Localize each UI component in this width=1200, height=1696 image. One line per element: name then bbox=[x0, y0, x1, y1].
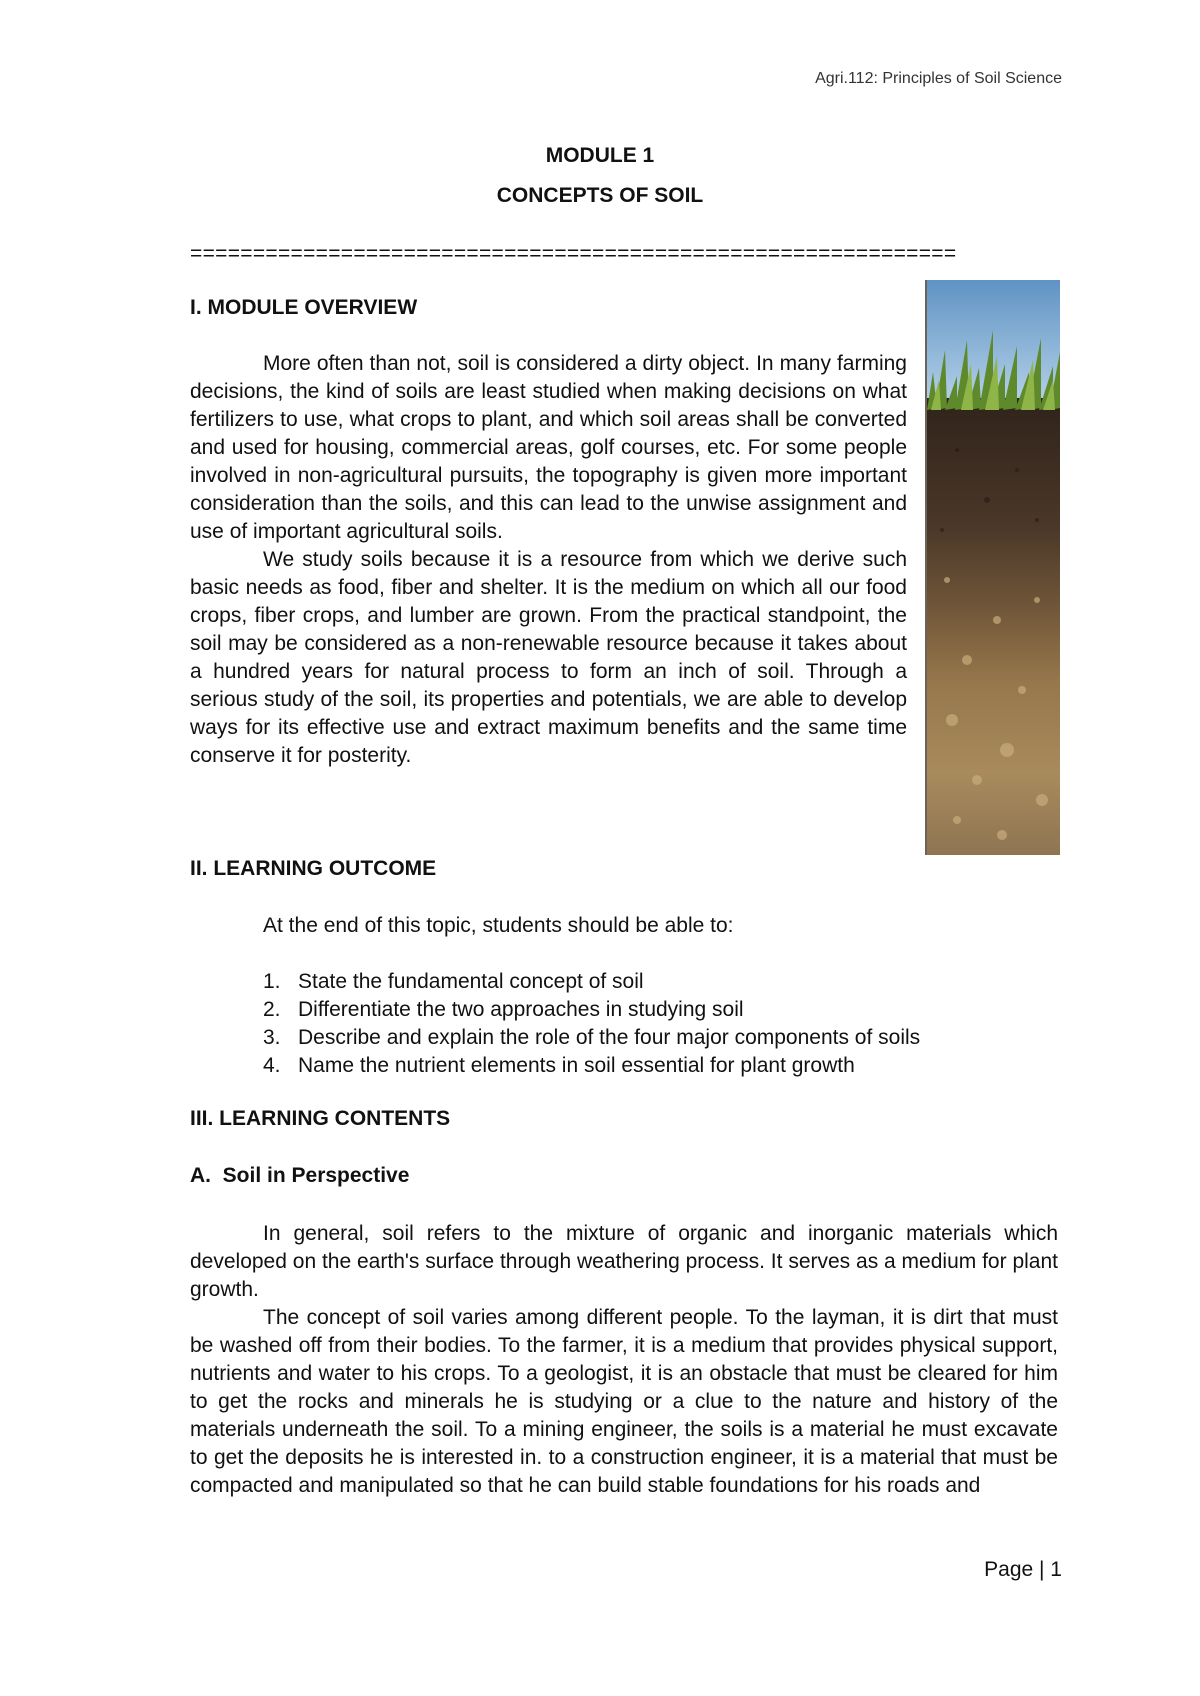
overview-body bbox=[190, 350, 907, 770]
divider-line: ============================================================= bbox=[190, 242, 957, 265]
outcome-item bbox=[263, 1052, 920, 1080]
outcome-item bbox=[263, 996, 920, 1024]
module-number: MODULE 1 bbox=[545, 144, 655, 167]
running-header: Agri.112: Principles of Soil Science bbox=[815, 70, 1062, 87]
outcome-item bbox=[263, 1024, 920, 1052]
outcome-item bbox=[263, 968, 920, 996]
soil-perspective-body bbox=[190, 1220, 1058, 1500]
outcome-text: Name the nutrient elements in soil essential for plant growth bbox=[298, 1054, 855, 1077]
soil-profile-image bbox=[925, 280, 1060, 855]
section-heading-learning-contents: III. LEARNING CONTENTS bbox=[190, 1107, 451, 1130]
perspective-paragraph: The concept of soil varies among different people. To the layman, it is dirt that must be washed off from their bodies. To the farmer, it is a medium that provides physical support, nutrients and water to his crops. To a geologist, it is an obstacle that must be cleared for him to get the rocks and minerals he is studying or a clue to the nature and history of the materials underneath the soil. To a mining engineer, the soils is a material he must excavate to get the deposits he is interested in. to a construction engineer, it is a material that must be compacted and manipulated so that he can build stable foundations for his roads and bbox=[190, 1306, 1058, 1497]
title-block bbox=[0, 145, 1200, 207]
outcome-number: 3. bbox=[263, 1026, 281, 1049]
outcome-number: 4. bbox=[263, 1054, 281, 1077]
section-heading-overview: I. MODULE OVERVIEW bbox=[190, 296, 418, 319]
subsection-heading-soil-in-perspective: A. Soil in Perspective bbox=[190, 1164, 410, 1187]
outcome-intro: At the end of this topic, students should be able to: bbox=[263, 914, 734, 937]
outcome-number: 2. bbox=[263, 998, 281, 1021]
outcomes-list bbox=[263, 968, 920, 1080]
overview-paragraph: More often than not, soil is considered a dirty object. In many farming decisions, the kind of soils are least studied when making decisions on what fertilizers to use, what crops to plant, and which soil areas shall be converted and used for housing, commercial areas, golf courses, etc. For some people involved in non-agricultural pursuits, the topography is given more important consideration than the soils, and this can lead to the unwise assignment and use of important agricultural soils. bbox=[190, 352, 907, 543]
section-heading-learning-outcome: II. LEARNING OUTCOME bbox=[190, 857, 437, 880]
module-title: CONCEPTS OF SOIL bbox=[496, 184, 704, 207]
outcome-text: Describe and explain the role of the four major components of soils bbox=[298, 1026, 921, 1049]
page-number: Page | 1 bbox=[984, 1558, 1062, 1581]
outcome-number: 1. bbox=[263, 970, 281, 993]
overview-paragraph: We study soils because it is a resource from which we derive such basic needs as food, fiber and shelter. It is the medium on which all our food crops, fiber crops, and lumber are grown. From the practical standpoint, the soil may be considered as a non-renewable resource because it takes about a hundred years for natural process to form an inch of soil. Through a serious study of the soil, its properties and potentials, we are able to develop ways for its effective use and extract maximum benefits and the same time conserve it for posterity. bbox=[190, 548, 907, 767]
outcome-text: State the fundamental concept of soil bbox=[298, 970, 644, 993]
outcome-text: Differentiate the two approaches in studying soil bbox=[298, 998, 744, 1021]
perspective-paragraph: In general, soil refers to the mixture of organic and inorganic materials which developed on the earth's surface through weathering process. It serves as a medium for plant growth. bbox=[190, 1222, 1058, 1301]
